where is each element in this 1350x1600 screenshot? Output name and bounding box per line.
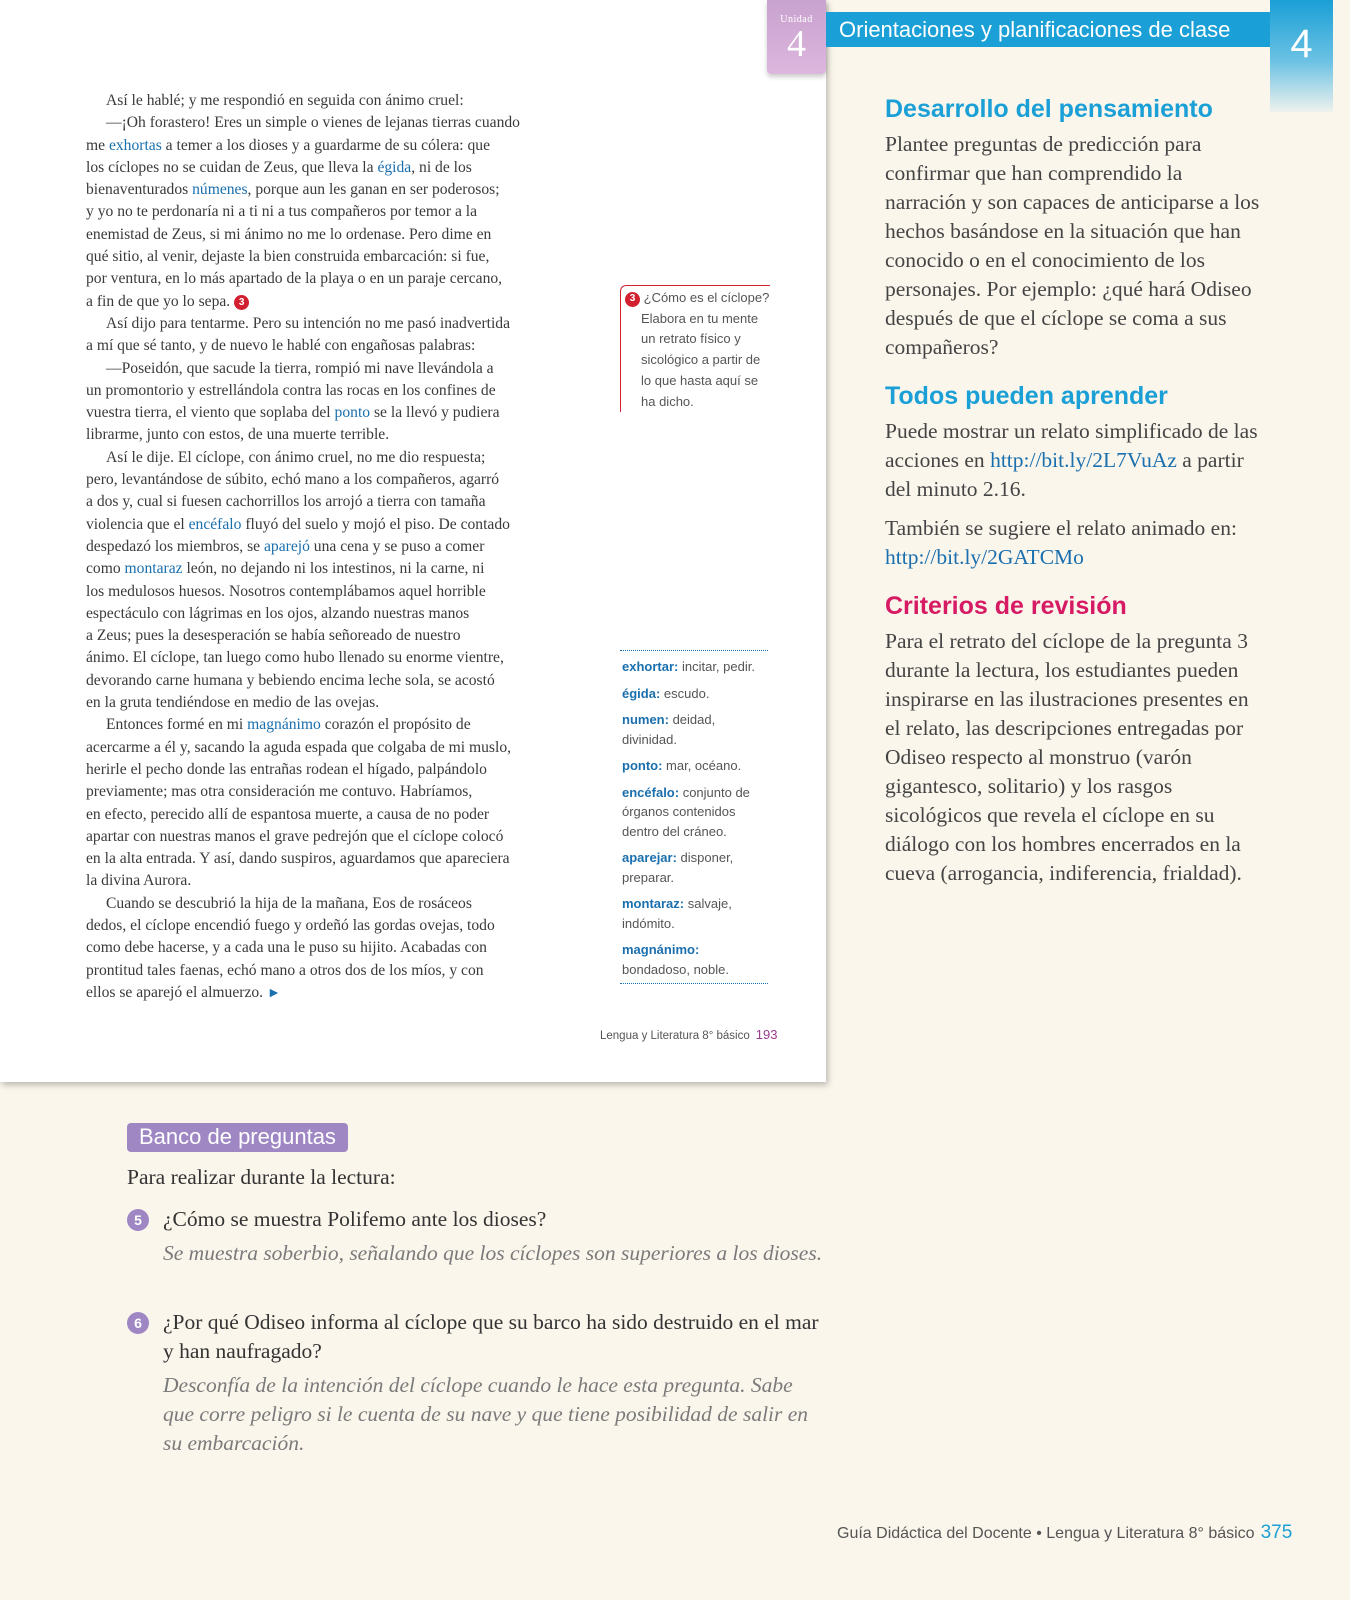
story-line: dedos, el cíclope encendió fuego y ordeñó las gordas ovejas, todo xyxy=(86,916,495,934)
glossary-term-link[interactable]: magnánimo xyxy=(247,716,321,734)
book-footer-text: Lengua y Literatura 8° básico xyxy=(600,1030,750,1042)
guide-page-footer xyxy=(837,1522,1292,1544)
guide-header-title: Orientaciones y planificaciones de clase xyxy=(826,12,1270,47)
section-paragraph: También se sugiere el relato animado en: http://bit.ly/2GATCMo xyxy=(885,516,1237,569)
story-line: Así le hablé; y me respondió en seguida con ánimo cruel: xyxy=(106,92,464,109)
story-line: acercarme a él y, sacando la aguda espada que colgaba de mi muslo, xyxy=(86,738,512,756)
question-marker: 3 xyxy=(234,295,249,310)
question-item xyxy=(127,1205,827,1268)
glossary-term-link[interactable]: aparejó xyxy=(264,537,310,555)
story-line: violencia que el encéfalo fluyó del suelo y mojó el piso. De contado xyxy=(86,515,510,533)
book-page-footer xyxy=(600,1027,777,1042)
glossary-item: aparejar: disponer, preparar. xyxy=(622,850,734,885)
book-page-number: 193 xyxy=(755,1027,778,1042)
story-line: por ventura, en lo más apartado de la playa o en un paraje cercano, xyxy=(86,270,503,288)
story-line: como montaraz león, no dejando ni los intestinos, ni la carne, ni xyxy=(86,560,485,578)
section-criterios xyxy=(885,592,1260,888)
glossary xyxy=(620,650,768,984)
continue-arrow-icon: ► xyxy=(267,985,281,1001)
story-text xyxy=(86,90,601,1005)
story-line: un promontorio y estrellándola contra las rocas en los confines de xyxy=(86,381,496,399)
question-item xyxy=(127,1308,827,1458)
glossary-item: numen: deidad, divinidad. xyxy=(622,712,716,747)
story-line: como debe hacerse, y a cada una le puso su hijito. Acabadas con xyxy=(86,939,487,957)
question-answer: Se muestra soberbio, señalando que los cíclopes son superiores a los dioses. xyxy=(163,1241,823,1265)
glossary-term-link[interactable]: númenes xyxy=(192,181,248,199)
story-line: devorando carne humana y bebiendo encima leche sola, se acostó xyxy=(86,671,495,689)
guide-footer-text: Guía Didáctica del Docente • Lengua y Literatura 8° básico xyxy=(837,1525,1255,1542)
question-number-badge: 6 xyxy=(127,1312,149,1334)
student-book-page xyxy=(0,0,826,1082)
story-line: herirle el pecho donde las entrañas rodean el hígado, palpándolo xyxy=(86,760,487,778)
side-question-line: 3 ¿Cómo es el cíclope? xyxy=(625,288,770,309)
question-marker: 3 xyxy=(625,292,640,307)
story-line: ellos se aparejó el almuerzo. ► xyxy=(86,983,281,1001)
side-question-line: lo que hasta aquí se xyxy=(641,372,759,388)
section-heading: Todos pueden aprender xyxy=(885,382,1168,410)
question-text: ¿Por qué Odiseo informa al cíclope que su barco ha sido destruido en el mar y han naufragado? xyxy=(163,1310,819,1363)
story-line: previamente; mas otra consideración me contuvo. Habríamos, xyxy=(86,783,473,801)
story-line: prontitud tales faenas, echó mano a otros dos de los míos, y con xyxy=(86,961,484,979)
side-question-line: Elabora en tu mente xyxy=(641,310,759,326)
story-line: los medulosos huesos. Nosotros contemplábamos aquel horrible xyxy=(86,582,486,600)
story-line: enemistad de Zeus, si mi ánimo no me lo ordenase. Pero dime en xyxy=(86,225,492,243)
guide-page-number: 375 xyxy=(1260,1522,1293,1543)
unit-number: 4 xyxy=(787,23,806,65)
story-line: en la alta entrada. Y así, dando suspiros, aguardamos que apareciera xyxy=(86,850,510,868)
glossary-term-link[interactable]: exhortas xyxy=(108,136,162,154)
story-line: a mí que sé tanto, y de nuevo le hablé con engañosas palabras: xyxy=(86,337,476,355)
side-question-line: un retrato físico y xyxy=(641,331,741,347)
story-line: a Zeus; pues la desesperación se había señoreado de nuestro xyxy=(86,627,461,645)
glossary-item: ponto: mar, océano. xyxy=(622,758,742,773)
story-line: qué sitio, al venir, dejaste la bien construida embarcación: si fue, xyxy=(86,248,490,266)
section-paragraph: Plantee preguntas de predicción para confirmar que han comprendido la narración y son capaces de anticiparse a los hechos basándose en la situación que han conocido o en el conocimiento de los personajes. Por ejemplo: ¿qué hará Odiseo después de que el cíclope se coma a sus compañeros? xyxy=(885,132,1260,359)
glossary-item: égida: escudo. xyxy=(622,685,710,701)
section-todos xyxy=(885,382,1260,572)
unit-tab xyxy=(767,0,826,74)
story-line: librarme, junto con estos, de una muerte terrible. xyxy=(86,426,390,444)
unit-label: Unidad xyxy=(780,14,813,25)
story-line: a dos y, cual si fuesen cachorrillos los arrojó a tierra con tamaña xyxy=(86,493,486,511)
glossary-item: exhortar: incitar, pedir. xyxy=(622,659,755,674)
glossary-term-link[interactable]: montaraz xyxy=(124,560,183,578)
banco-de-preguntas-label: Banco de preguntas xyxy=(127,1123,348,1152)
story-line: Entonces formé en mi magnánimo corazón el propósito de xyxy=(106,716,471,734)
side-question-line: sicológico a partir de xyxy=(641,352,761,368)
story-line: —Poseidón, que sacude la tierra, rompió mi nave llevándola a xyxy=(106,359,494,377)
glossary-term-link[interactable]: ponto xyxy=(334,404,371,422)
story-line: —¡Oh forastero! Eres un simple o vienes de lejanas tierras cuando xyxy=(106,114,520,132)
story-line: bienaventurados númenes, porque aun les ganan en ser poderosos; xyxy=(86,181,500,199)
section-desarrollo xyxy=(885,95,1260,362)
banco-intro: Para realizar durante la lectura: xyxy=(127,1165,396,1189)
story-line: vuestra tierra, el viento que soplaba del ponto se la llevó y pudiera xyxy=(86,404,500,422)
section-paragraph: Puede mostrar un relato simplificado de las acciones en http://bit.ly/2L7VuAz a partir del minuto 2.16. xyxy=(885,419,1258,501)
guide-right-column xyxy=(885,95,1260,908)
glossary-term-link[interactable]: égida xyxy=(377,158,412,176)
story-line: espectáculo con lágrimas en los ojos, alzando nuestras manos xyxy=(86,604,470,622)
glossary-item: magnánimo: bondadoso, noble. xyxy=(622,942,729,977)
story-line: Así le dije. El cíclope, con ánimo cruel, no me dio respuesta; xyxy=(106,448,486,466)
story-line: la divina Aurora. xyxy=(86,872,192,890)
guide-header-number: 4 xyxy=(1270,0,1333,112)
video-link[interactable]: http://bit.ly/2GATCMo xyxy=(885,545,1084,569)
story-line: Así dijo para tentarme. Pero su intención no me pasó inadvertida xyxy=(106,314,511,332)
story-line: los cíclopes no se cuidan de Zeus, que lleva la égida, ni de los xyxy=(86,158,472,176)
question-number-badge: 5 xyxy=(127,1209,149,1231)
video-link[interactable]: http://bit.ly/2L7VuAz xyxy=(990,448,1177,472)
story-line: a fin de que yo lo sepa. 3 xyxy=(86,291,601,313)
side-question-line: ha dicho. xyxy=(641,393,694,409)
section-paragraph: Para el retrato del cíclope de la pregunta 3 durante la lectura, los estudiantes pueden inspirarse en las ilustraciones presentes en el relato, las descripciones entregadas por Odiseo respecto al monstruo (varón gigantesco, solitario) y los rasgos sicológicos que revela el cíclope en su diálogo con los hombres encerrados en la cueva (arrogancia, indiferencia, frialdad). xyxy=(885,629,1249,885)
glossary-item: encéfalo: conjunto de órganos contenidos dentro del cráneo. xyxy=(622,784,750,839)
side-question-box xyxy=(620,285,770,412)
glossary-item: montaraz: salvaje, indómito. xyxy=(622,896,732,931)
question-text: ¿Cómo se muestra Polifemo ante los dioses? xyxy=(163,1207,547,1231)
question-answer: Desconfía de la intención del cíclope cuando le hace esta pregunta. Sabe que corre peligro si le cuenta de su nave y que tiene posibilidad de salir en su embarcación. xyxy=(163,1373,809,1455)
story-line: ánimo. El cíclope, tan luego como hubo llenado su enorme vientre, xyxy=(86,649,504,667)
story-line: en la gruta tendiéndose en medio de las ovejas. xyxy=(86,694,380,712)
section-heading: Desarrollo del pensamiento xyxy=(885,95,1213,123)
story-line: despedazó los miembros, se aparejó una cena y se puso a comer xyxy=(86,537,485,555)
story-line: me exhortas a temer a los dioses y a guardarme de su cólera: que xyxy=(86,136,490,154)
glossary-term-link[interactable]: encéfalo xyxy=(188,515,242,533)
story-line: Cuando se descubrió la hija de la mañana, Eos de rosáceos xyxy=(106,894,472,912)
story-line: y yo no te perdonaría ni a ti ni a tus compañeros por temor a la xyxy=(86,203,478,221)
story-line: pero, levantándose de súbito, echó mano a los compañeros, agarró xyxy=(86,471,500,489)
story-line: apartar con nuestras manos el grave pedrejón que el cíclope colocó xyxy=(86,827,504,845)
story-line: en efecto, perecido allí de espantosa muerte, a causa de no poder xyxy=(86,805,490,823)
section-heading: Criterios de revisión xyxy=(885,592,1127,620)
